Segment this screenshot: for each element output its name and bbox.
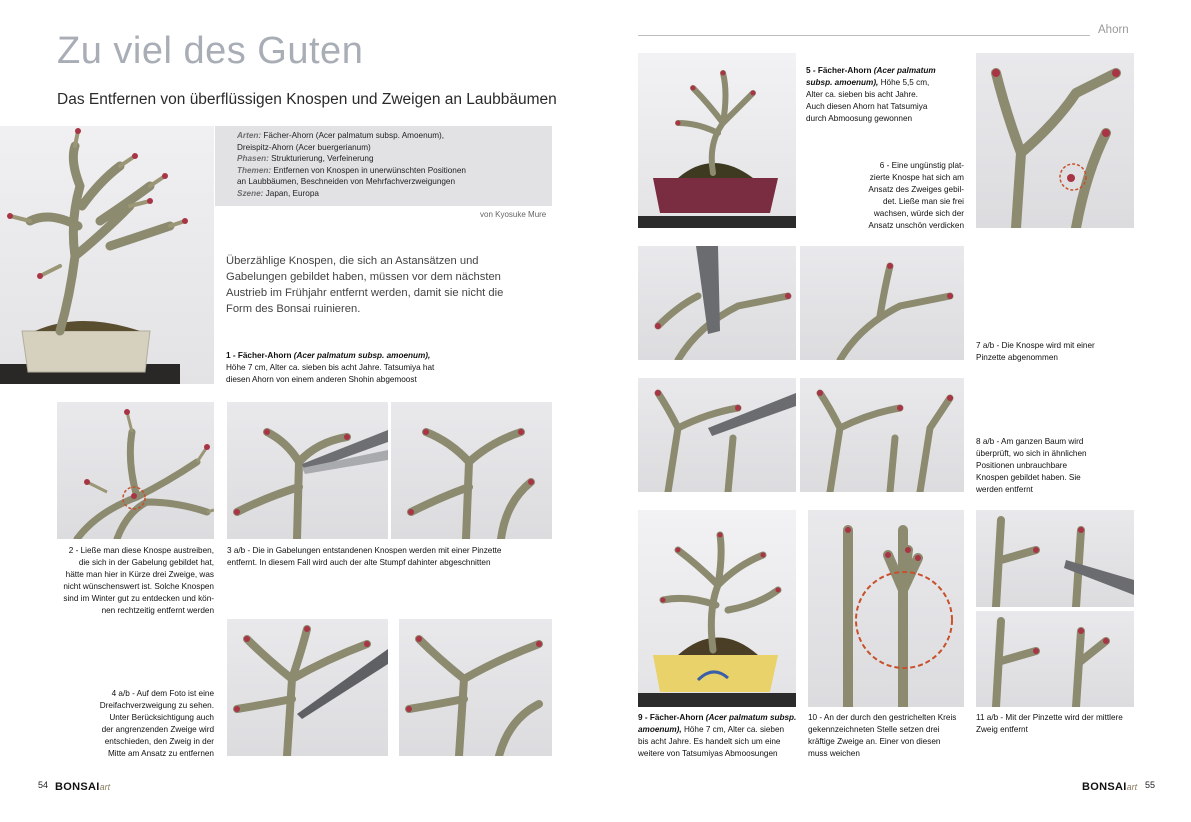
- branch-7b: [800, 246, 964, 360]
- photo-8a: [638, 378, 796, 492]
- caption-3: 3 a/b - Die in Gabelungen entstandenen Knospen werden mit einer Pinzette entfernt. In diesem Fall wird auch der alte Stumpf dahinter abgeschnitten: [227, 546, 502, 567]
- photo-11b: [976, 611, 1134, 707]
- branch-illustration-2: [57, 402, 214, 539]
- branch-tweezer-3a: [227, 402, 388, 539]
- branch-3b: [391, 402, 552, 539]
- photo-9: [638, 510, 796, 707]
- photo-4b: [399, 619, 552, 756]
- caption-11: 11 a/b - Mit der Pinzette wird der mittlere Zweig entfernt: [976, 713, 1123, 734]
- intro-text: Überzählige Knospen, die sich an Astansätzen und Gabelungen gebildet haben, müssen vor dem nächsten Austrieb im Frühjahr entfernt werden, damit sie nicht die Form des Bonsai ruinieren.: [226, 255, 504, 315]
- photo-8b: [800, 378, 964, 492]
- page-number-left: 54: [38, 780, 49, 790]
- branch-8b: [800, 378, 964, 492]
- photo-7b: [800, 246, 964, 360]
- caption-9: 9 - Fächer-Ahorn (Acer palmatum subsp. amoenum), Höhe 7 cm, Alter ca. sieben bis acht Jahre. Es handelt sich um eine weitere von Tatsumiyas Abmoosungen: [638, 713, 797, 758]
- page-title: Zu viel des Guten: [57, 30, 364, 72]
- caption-5: 5 - Fächer-Ahorn (Acer palmatum subsp. amoenum), Höhe 5,5 cm, Alter ca. sieben bis acht Jahre. Auch diesen Ahorn hat Tatsumiya durch Abmoosung gewonnen: [806, 66, 936, 123]
- branch-tweezer-11a: [976, 510, 1134, 607]
- caption-7: 7 a/b - Die Knospe wird mit einer Pinzette abgenommen: [976, 341, 1095, 362]
- tree-illustration-5: [638, 53, 796, 228]
- caption-2: 2 - Ließe man diese Knospe austreiben, die sich in der Gabelung gebildet hat, hätte man hier in Kürze drei Zweige, was nicht wünschenswert ist. Solche Knospen sind im Winter gut zu entdecken und kön- nen rechtzeitig entfernt werden: [63, 546, 214, 615]
- caption-1: 1 - Fächer-Ahorn (Acer palmatum subsp. amoenum), Höhe 7 cm, Alter ca. sieben bis acht Jahre. Tatsumiya hat diesen Ahorn von einem anderen Shohin abgemoost: [226, 351, 435, 384]
- tree-illustration-1: [0, 126, 214, 384]
- branch-4b: [399, 619, 552, 756]
- photo-11a: [976, 510, 1134, 607]
- info-phasen: Phasen: Strukturierung, Verfeinerung: [237, 154, 374, 163]
- info-szene: Szene: Japan, Europa: [237, 188, 319, 198]
- page-number-right: 55: [1145, 780, 1156, 790]
- branch-tweezer-8a: [638, 378, 796, 492]
- photo-6: [976, 53, 1134, 228]
- photo-5: [638, 53, 796, 228]
- info-arten: Arten: Fächer-Ahorn (Acer palmatum subsp. Amoenum),: [237, 131, 445, 140]
- running-head: Ahorn: [1098, 24, 1129, 36]
- photo-4a: [227, 619, 388, 756]
- photo-3a: [227, 402, 388, 539]
- byline: von Kyosuke Mure: [480, 210, 547, 219]
- brand-logo-right: BONSAIart: [1082, 781, 1138, 793]
- branch-tweezer-7a: [638, 246, 796, 360]
- photo-7a: [638, 246, 796, 360]
- info-themen: Themen: Entfernen von Knospen in unerwünschten Positionen: [237, 165, 466, 175]
- branch-illustration-6: [976, 53, 1134, 228]
- branch-illustration-10: [808, 510, 964, 707]
- running-head-rule: [638, 35, 1090, 36]
- brand-logo-left: BONSAIart: [55, 781, 111, 793]
- photo-10: [808, 510, 964, 707]
- page-subtitle: Das Entfernen von überflüssigen Knospen und Zweigen an Laubbäumen: [57, 91, 557, 108]
- photo-3b: [391, 402, 552, 539]
- branch-tweezer-4a: [227, 619, 388, 756]
- caption-10: 10 - An der durch den gestrichelten Kreis gekennzeichneten Stelle setzen drei kräftige Zweige an. Einer von diesen muss weichen: [808, 713, 957, 758]
- caption-6: 6 - Eine ungünstig plat- zierte Knospe hat sich am Ansatz des Zweiges gebil- det. Ließe man sie frei wachsen, würde sich der Ansatz unschön verdicken: [868, 161, 964, 230]
- tree-illustration-9: [638, 510, 796, 707]
- caption-4: 4 a/b - Auf dem Foto ist eine Dreifachverzweigung zu sehen. Unter Berücksichtigung auch der angrenzenden Zweige wird entschieden, den Zweig in der Mitte am Ansatz zu entfernen: [99, 689, 214, 758]
- photo-2: [57, 402, 214, 539]
- caption-8: 8 a/b - Am ganzen Baum wird überprüft, wo sich in ähnlichen Positionen unbrauchbare Knospen gebildet haben. Sie werden entfernt: [976, 437, 1087, 494]
- info-box: [215, 126, 552, 206]
- info-arten-2: Dreispitz-Ahorn (Acer buergerianum): [237, 142, 371, 152]
- branch-11b: [976, 611, 1134, 707]
- info-themen-2: an Laubbäumen, Beschneiden von Mehrfachverzweigungen: [237, 177, 456, 186]
- photo-1-maple: [0, 126, 214, 384]
